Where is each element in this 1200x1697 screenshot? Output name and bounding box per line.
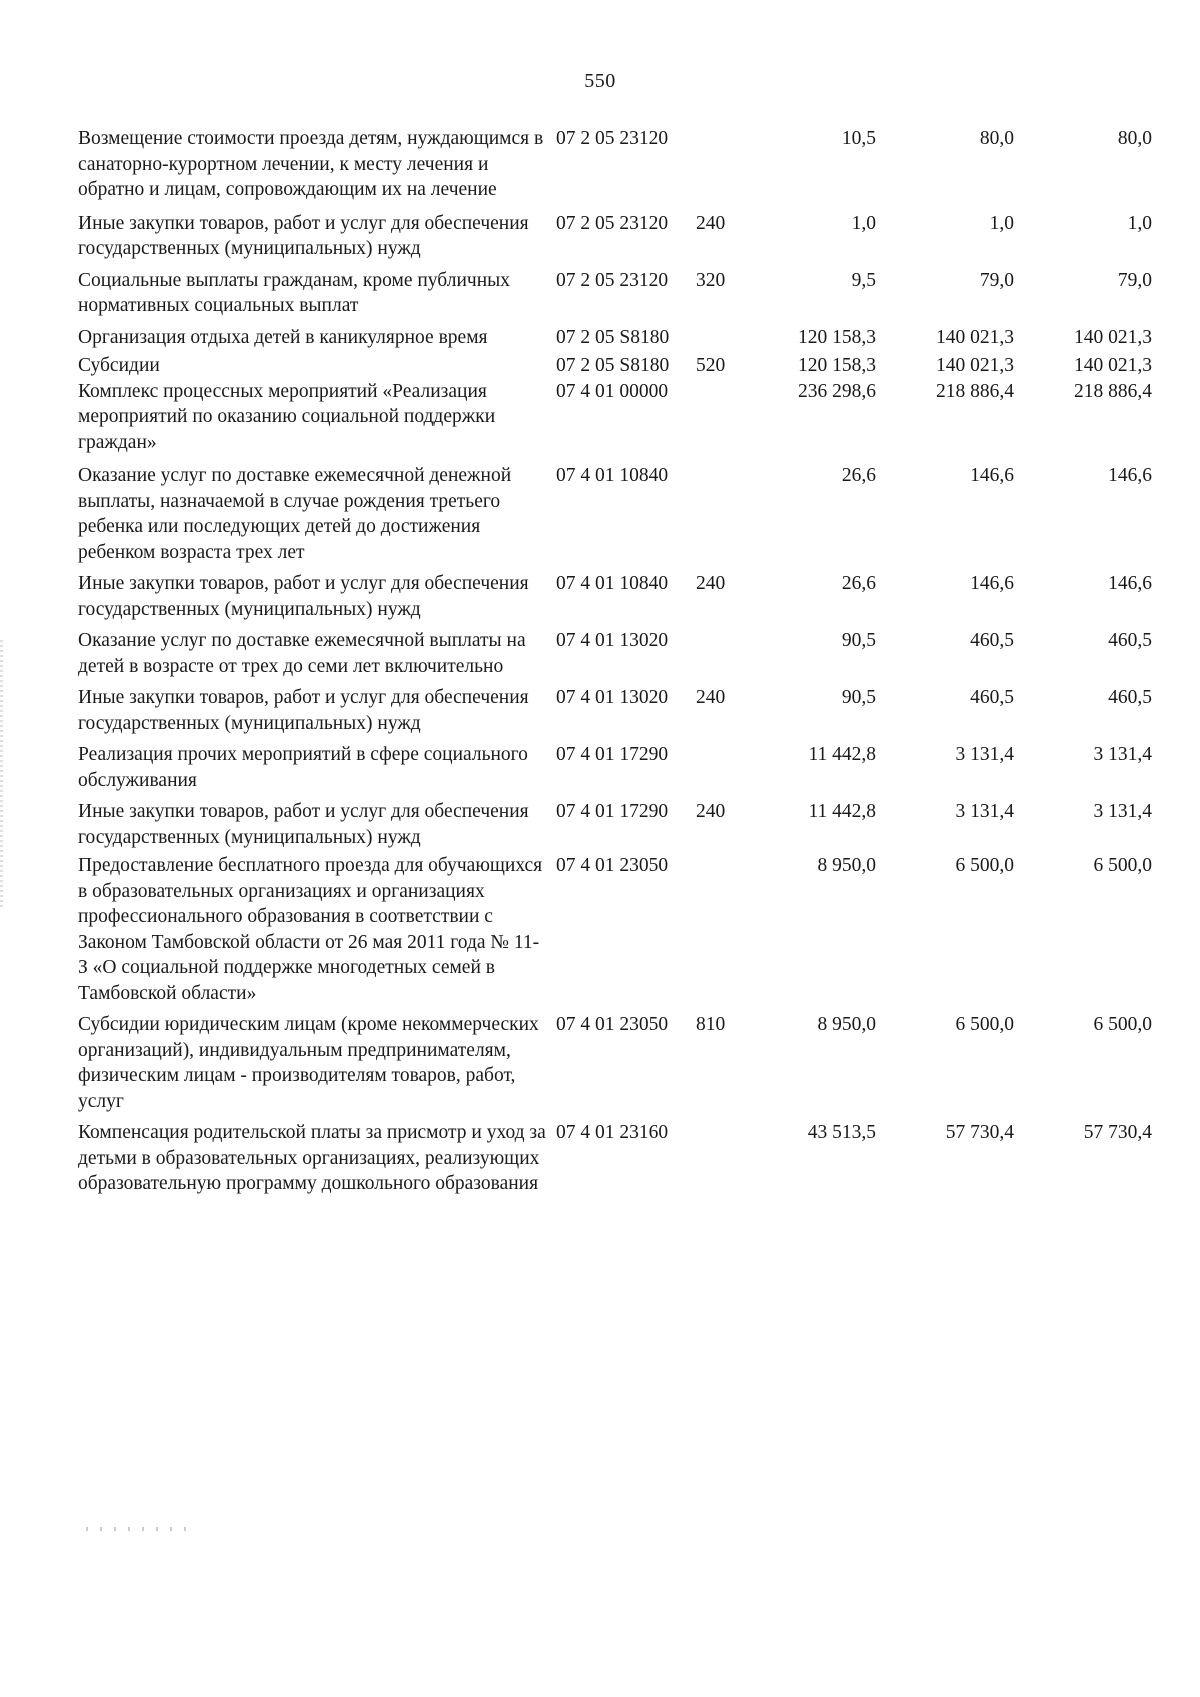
row-value-3: 6 500,0: [1093, 1014, 1152, 1035]
row-name: Субсидии: [78, 355, 160, 376]
row-kind: 520: [696, 355, 726, 376]
row-value-2: 57 730,4: [945, 1122, 1014, 1143]
row-code: 07 4 01 13020: [556, 630, 669, 651]
row-value-2: 3 131,4: [955, 744, 1014, 765]
row-value-1: 8 950,0: [817, 1014, 876, 1035]
row-value-1: 8 950,0: [817, 855, 876, 876]
table-row: [78, 126, 1158, 203]
row-value-1: 11 442,8: [808, 744, 876, 765]
row-name: Возмещение стоимости проезда детям, нуждающимся в санаторно-курортном лечении, к месту лечения и обратно и лицам, сопровождающим их на лечение: [78, 128, 544, 200]
row-value-2: 80,0: [979, 128, 1014, 149]
page-number: 550: [584, 70, 616, 92]
row-value-3: 140 021,3: [1074, 326, 1152, 348]
row-value-1: 236 298,6: [798, 380, 876, 402]
row-value-1: 11 442,8: [808, 801, 876, 822]
row-value-3: 3 131,4: [1093, 801, 1152, 822]
table-row: [78, 268, 1158, 319]
row-kind: 810: [696, 1014, 726, 1035]
row-name: Комплекс процессных мероприятий «Реализация мероприятий по оказанию социальной поддержки граждан»: [78, 380, 496, 453]
row-code: 07 4 01 10840: [556, 465, 669, 486]
row-value-1: 90,5: [841, 687, 876, 708]
row-code: 07 2 05 23120: [556, 212, 669, 234]
table-row: [78, 353, 1158, 379]
row-value-1: 9,5: [851, 269, 876, 291]
row-code: 07 4 01 10840: [556, 573, 669, 594]
row-name: Социальные выплаты гражданам, кроме публичных нормативных социальных выплат: [78, 269, 510, 316]
scan-edge-artifact: [0, 640, 3, 910]
row-value-2: 218 886,4: [936, 380, 1014, 402]
row-code: 07 4 01 13020: [556, 687, 669, 708]
row-code: 07 2 05 23120: [556, 128, 669, 149]
row-value-3: 460,5: [1108, 630, 1152, 651]
row-name: Организация отдыха детей в каникулярное время: [78, 326, 488, 348]
row-name: Иные закупки товаров, работ и услуг для обеспечения государственных (муниципальных) нужд: [78, 212, 529, 259]
row-value-1: 26,6: [841, 573, 876, 594]
row-code: 07 4 01 23050: [556, 1014, 669, 1035]
row-kind: 240: [696, 212, 726, 234]
row-value-2: 1,0: [989, 212, 1014, 234]
row-name: Иные закупки товаров, работ и услуг для обеспечения государственных (муниципальных) нужд: [78, 573, 529, 620]
row-value-2: 140 021,3: [936, 326, 1014, 348]
row-value-3: 57 730,4: [1083, 1122, 1152, 1143]
table-row: [78, 571, 1158, 622]
row-code: 07 4 01 23050: [556, 855, 669, 876]
row-value-1: 1,0: [851, 212, 876, 234]
row-name: Оказание услуг по доставке ежемесячной денежной выплаты, назначаемой в случае рождения третьего ребенка или последующих детей до достижения ребенком возраста трех лет: [78, 465, 512, 563]
row-value-2: 79,0: [979, 269, 1014, 291]
row-value-2: 146,6: [970, 465, 1014, 486]
row-kind: 240: [696, 573, 726, 594]
row-value-3: 146,6: [1108, 573, 1152, 594]
row-value-2: 140 021,3: [936, 355, 1014, 376]
row-value-3: 140 021,3: [1074, 355, 1152, 376]
table-row: [78, 211, 1158, 262]
row-name: Реализация прочих мероприятий в сфере социального обслуживания: [78, 744, 528, 791]
row-value-1: 10,5: [841, 128, 876, 149]
row-code: 07 4 01 23160: [556, 1122, 669, 1143]
row-value-2: 460,5: [970, 687, 1014, 708]
row-code: 07 2 05 23120: [556, 269, 669, 291]
table-row: [78, 742, 1158, 793]
row-value-2: 3 131,4: [955, 801, 1014, 822]
row-name: Иные закупки товаров, работ и услуг для обеспечения государственных (муниципальных) нужд: [78, 801, 529, 848]
row-value-2: 460,5: [970, 630, 1014, 651]
table-row: [78, 799, 1158, 850]
row-value-3: 218 886,4: [1074, 380, 1152, 402]
row-value-3: 146,6: [1108, 465, 1152, 486]
row-value-3: 80,0: [1117, 128, 1152, 149]
row-kind: 320: [696, 269, 726, 291]
table-row: [78, 379, 1158, 456]
table-row: [78, 685, 1158, 736]
row-value-3: 79,0: [1117, 269, 1152, 291]
row-name: Субсидии юридическим лицам (кроме некоммерческих организаций), индивидуальным предпринимателям, физическим лицам - производителям товаров, работ, услуг: [78, 1014, 539, 1112]
table-row: [78, 1120, 1158, 1197]
row-code: 07 2 05 S8180: [556, 355, 670, 376]
table-row: [78, 1012, 1158, 1114]
row-name: Компенсация родительской платы за присмотр и уход за детьми в образовательных организациях, реализующих образовательную программу дошкольного образования: [78, 1122, 546, 1194]
table-row: [78, 628, 1158, 679]
row-value-1: 26,6: [841, 465, 876, 486]
row-value-2: 146,6: [970, 573, 1014, 594]
scan-specks: [86, 1527, 186, 1531]
row-kind: 240: [696, 687, 726, 708]
row-value-3: 460,5: [1108, 687, 1152, 708]
row-value-1: 43 513,5: [807, 1122, 876, 1143]
row-code: 07 2 05 S8180: [556, 326, 670, 348]
row-name: Оказание услуг по доставке ежемесячной выплаты на детей в возрасте от трех до семи лет включительно: [78, 630, 526, 677]
row-value-3: 3 131,4: [1093, 744, 1152, 765]
row-value-1: 90,5: [841, 630, 876, 651]
row-code: 07 4 01 17290: [556, 801, 669, 822]
row-code: 07 4 01 00000: [556, 380, 669, 402]
table-row: [78, 853, 1158, 1006]
row-value-2: 6 500,0: [955, 1014, 1014, 1035]
table-row: [78, 325, 1158, 351]
row-value-2: 6 500,0: [955, 855, 1014, 876]
row-code: 07 4 01 17290: [556, 744, 669, 765]
row-value-1: 120 158,3: [798, 326, 876, 348]
row-value-1: 120 158,3: [798, 355, 876, 376]
row-name: Иные закупки товаров, работ и услуг для обеспечения государственных (муниципальных) нужд: [78, 687, 529, 734]
row-name: Предоставление бесплатного проезда для обучающихся в образовательных организациях и организациях профессионального образования в соответствии с Законом Тамбовской области от 26 мая 2011 года № 11-З «О социальной поддержке многодетных семей в Тамбовской области»: [78, 855, 543, 1004]
table-row: [78, 463, 1158, 565]
row-value-3: 1,0: [1127, 212, 1152, 234]
row-value-3: 6 500,0: [1093, 855, 1152, 876]
row-kind: 240: [696, 801, 726, 822]
budget-table: [78, 126, 1158, 1197]
